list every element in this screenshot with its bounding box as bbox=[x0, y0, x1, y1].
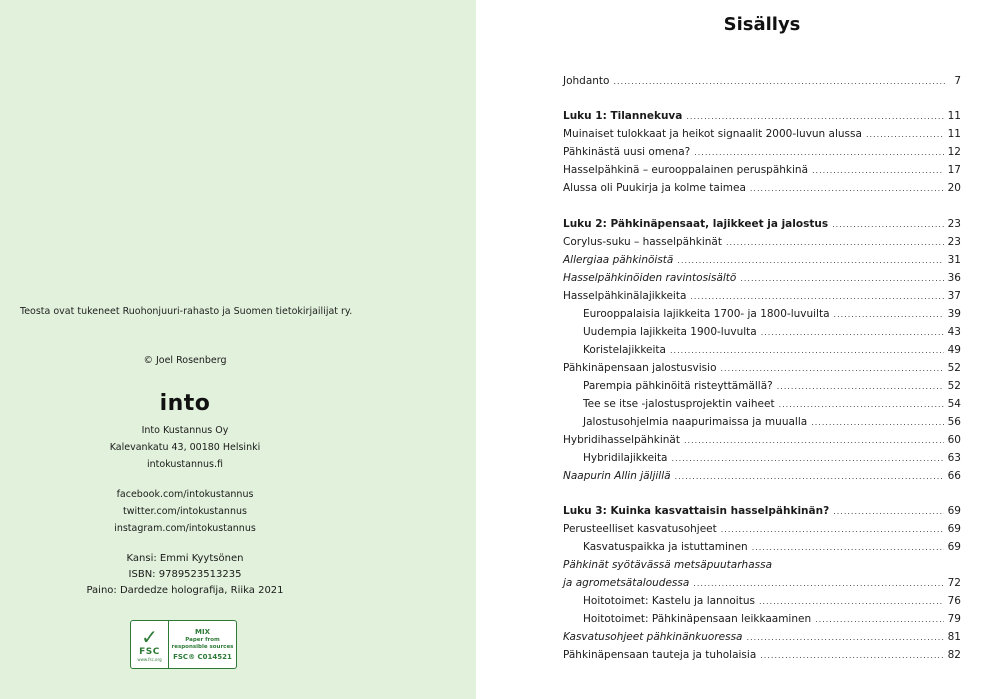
toc-entry-label: ja agrometsätaloudessa bbox=[563, 577, 690, 589]
toc-leader-dots bbox=[833, 507, 943, 516]
fsc-label bbox=[169, 621, 236, 668]
toc-leader-dots bbox=[832, 220, 944, 229]
toc-leader-dots bbox=[721, 364, 944, 373]
toc-row bbox=[563, 613, 961, 631]
toc-row bbox=[563, 254, 961, 272]
tree-check-icon: ✓ bbox=[141, 625, 158, 649]
toc-entry-label: Pähkinäpensaan tauteja ja tuholaisia bbox=[563, 649, 757, 661]
toc-row bbox=[563, 236, 961, 254]
toc-entry-label: Hybridilajikkeita bbox=[583, 452, 668, 464]
toc-entry-label: Eurooppalaisia lajikkeita 1700- ja 1800-luvuilta bbox=[583, 308, 830, 320]
toc-leader-dots bbox=[815, 615, 944, 624]
toc-row bbox=[563, 128, 961, 146]
toc-leader-dots bbox=[693, 579, 943, 588]
toc-page-number: 23 bbox=[947, 218, 961, 230]
fsc-mix: MIX bbox=[195, 627, 210, 636]
isbn: ISBN: 9789523513235 bbox=[128, 569, 242, 580]
toc-entry-label: Koristelajikkeita bbox=[583, 344, 666, 356]
toc-page-number: 23 bbox=[947, 236, 961, 248]
toc-leader-dots bbox=[866, 130, 944, 139]
credits bbox=[0, 551, 370, 599]
toc-page-number: 63 bbox=[947, 452, 961, 464]
social-links bbox=[0, 486, 370, 537]
left-page bbox=[0, 0, 476, 699]
toc-entry-label: Corylus-suku – hasselpähkinät bbox=[563, 236, 722, 248]
toc-row bbox=[563, 470, 961, 488]
toc-page-number: 12 bbox=[947, 146, 961, 158]
toc-row bbox=[563, 326, 961, 344]
toc-row bbox=[563, 541, 961, 559]
fsc-code: FSC® C014521 bbox=[173, 652, 232, 661]
toc-leader-dots bbox=[694, 148, 943, 157]
toc-entry-label: Allergiaa pähkinöistä bbox=[563, 254, 674, 266]
toc-entry-label: Kasvatuspaikka ja istuttaminen bbox=[583, 541, 748, 553]
toc-page-number: 60 bbox=[947, 434, 961, 446]
toc-page-number: 54 bbox=[947, 398, 961, 410]
toc-page-number: 52 bbox=[947, 380, 961, 392]
publisher-info bbox=[0, 422, 370, 473]
toc-entry-label: Jalostusohjelmia naapurimaissa ja muualla bbox=[583, 416, 808, 428]
toc-page-number: 81 bbox=[947, 631, 961, 643]
support-text: Teosta ovat tukeneet Ruohonjuuri-rahasto ja Suomen tietokirjailijat ry. bbox=[20, 306, 353, 317]
publisher-website: intokustannus.fi bbox=[147, 459, 223, 470]
toc-page-number: 79 bbox=[947, 613, 961, 625]
toc-entry-label: Hasselpähkinöiden ravintosisältö bbox=[563, 272, 737, 284]
toc-page-number: 36 bbox=[947, 272, 961, 284]
toc-leader-dots bbox=[726, 238, 944, 247]
toc-page-number: 11 bbox=[947, 128, 961, 140]
toc-row bbox=[563, 290, 961, 308]
toc-row bbox=[563, 398, 961, 416]
toc-page-number: 82 bbox=[947, 649, 961, 661]
toc-leader-dots bbox=[811, 418, 943, 427]
twitter-link: twitter.com/intokustannus bbox=[123, 506, 247, 517]
toc-row bbox=[563, 452, 961, 470]
toc-row bbox=[563, 75, 961, 93]
toc-leader-dots bbox=[834, 310, 944, 319]
toc-leader-dots bbox=[721, 525, 944, 534]
publisher-logo: into bbox=[159, 391, 211, 416]
toc-page-number: 7 bbox=[954, 75, 961, 87]
toc-entry-label: Tee se itse -jalostusprojektin vaiheet bbox=[583, 398, 775, 410]
toc-chapter-row bbox=[563, 505, 961, 523]
toc-entry-label: Pähkinäpensaan jalostusvisio bbox=[563, 362, 717, 374]
fsc-logo bbox=[130, 620, 237, 669]
toc-entry-label: Hoitotoimet: Kastelu ja lannoitus bbox=[583, 595, 755, 607]
cover-credit: Kansi: Emmi Kyytsönen bbox=[126, 553, 244, 564]
toc-page-number: 72 bbox=[947, 577, 961, 589]
toc-entry-label: Parempia pähkinöitä risteyttämällä? bbox=[583, 380, 773, 392]
toc-page-number: 37 bbox=[947, 290, 961, 302]
publisher-address: Kalevankatu 43, 00180 Helsinki bbox=[109, 442, 261, 453]
toc-leader-dots bbox=[684, 436, 944, 445]
toc-leader-dots bbox=[761, 328, 944, 337]
toc-page-number: 66 bbox=[947, 470, 961, 482]
toc-leader-dots bbox=[752, 543, 944, 552]
toc-entry-label: Pähkinästä uusi omena? bbox=[563, 146, 691, 158]
toc-page-number: 20 bbox=[947, 182, 961, 194]
toc-leader-dots bbox=[613, 77, 945, 86]
toc-entry-label: Pähkinät syötävässä metsäpuutarhassa bbox=[563, 559, 773, 571]
instagram-link: instagram.com/intokustannus bbox=[114, 523, 256, 534]
toc-page-number: 39 bbox=[947, 308, 961, 320]
toc-entry-label: Luku 1: Tilannekuva bbox=[563, 110, 683, 122]
toc-page-number: 49 bbox=[947, 344, 961, 356]
toc-leader-dots bbox=[677, 256, 943, 265]
toc-row bbox=[563, 649, 961, 667]
toc-row bbox=[563, 631, 961, 649]
publisher-name: Into Kustannus Oy bbox=[141, 425, 229, 436]
toc-leader-dots bbox=[779, 400, 944, 409]
toc-page-number: 52 bbox=[947, 362, 961, 374]
toc-leader-dots bbox=[750, 184, 944, 193]
toc-row bbox=[563, 182, 961, 200]
facebook-link: facebook.com/intokustannus bbox=[116, 489, 254, 500]
toc-leader-dots bbox=[670, 346, 944, 355]
toc-row bbox=[563, 416, 961, 434]
toc-row bbox=[563, 595, 961, 613]
toc-leader-dots bbox=[760, 651, 943, 660]
toc-row bbox=[563, 344, 961, 362]
toc-leader-dots bbox=[759, 597, 944, 606]
toc-row bbox=[563, 362, 961, 380]
fsc-url: www.fsc.org bbox=[137, 657, 162, 662]
toc-row bbox=[563, 434, 961, 452]
copyright: © Joel Rosenberg bbox=[143, 355, 227, 366]
toc-chapter-row bbox=[563, 218, 961, 236]
toc-leader-dots bbox=[690, 292, 943, 301]
toc-page-number: 76 bbox=[947, 595, 961, 607]
toc-leader-dots bbox=[746, 633, 943, 642]
toc-page-number: 31 bbox=[947, 254, 961, 266]
toc-entry-label: Alussa oli Puukirja ja kolme taimea bbox=[563, 182, 746, 194]
fsc-paper-line2: responsible sources bbox=[171, 643, 234, 650]
toc-row bbox=[563, 577, 961, 595]
toc-row bbox=[563, 559, 961, 577]
toc-page-number: 17 bbox=[947, 164, 961, 176]
toc-page-number: 69 bbox=[947, 523, 961, 535]
print-credit: Paino: Dardedze holografija, Riika 2021 bbox=[86, 585, 284, 596]
toc-entry-label: Perusteelliset kasvatusohjeet bbox=[563, 523, 717, 535]
toc-page-number: 56 bbox=[947, 416, 961, 428]
toc-entry-label: Uudempia lajikkeita 1900-luvulta bbox=[583, 326, 757, 338]
toc-entry-label: Hasselpähkinälajikkeita bbox=[563, 290, 687, 302]
fsc-word: FSC bbox=[139, 647, 160, 657]
toc-row bbox=[563, 380, 961, 398]
toc-row bbox=[563, 146, 961, 164]
toc-page-number: 69 bbox=[947, 541, 961, 553]
toc-leader-dots bbox=[686, 112, 943, 121]
right-page bbox=[476, 0, 986, 699]
toc-chapter-row bbox=[563, 110, 961, 128]
toc-leader-dots bbox=[675, 472, 944, 481]
toc-entry-label: Muinaiset tulokkaat ja heikot signaalit 2000-luvun alussa bbox=[563, 128, 862, 140]
toc-leader-dots bbox=[740, 274, 943, 283]
toc-leader-dots bbox=[812, 166, 944, 175]
toc-page-number: 69 bbox=[947, 505, 961, 517]
toc-entry-label: Luku 2: Pähkinäpensaat, lajikkeet ja jalostus bbox=[563, 218, 829, 230]
toc-entry-label: Hoitotoimet: Pähkinäpensaan leikkaaminen bbox=[583, 613, 812, 625]
toc-page-number: 11 bbox=[947, 110, 961, 122]
toc-row bbox=[563, 523, 961, 541]
toc-row bbox=[563, 308, 961, 326]
toc-page-number: 43 bbox=[947, 326, 961, 338]
toc-entry-label: Luku 3: Kuinka kasvattaisin hasselpähkinän? bbox=[563, 505, 830, 517]
toc-entry-label: Hybridihasselpähkinät bbox=[563, 434, 680, 446]
toc-leader-dots bbox=[777, 382, 944, 391]
toc-title: Sisällys bbox=[723, 14, 801, 35]
fsc-paper-line1: Paper from bbox=[185, 636, 220, 643]
toc-leader-dots bbox=[672, 454, 944, 463]
toc-row bbox=[563, 272, 961, 290]
toc-entry-label: Hasselpähkinä – eurooppalainen peruspähkinä bbox=[563, 164, 809, 176]
toc-entry-label: Naapurin Allin jäljillä bbox=[563, 470, 671, 482]
fsc-tree-mark bbox=[131, 621, 169, 668]
toc-entry-label: Kasvatusohjeet pähkinänkuoressa bbox=[563, 631, 743, 643]
toc-row bbox=[563, 164, 961, 182]
toc-entry-label: Johdanto bbox=[563, 75, 610, 87]
